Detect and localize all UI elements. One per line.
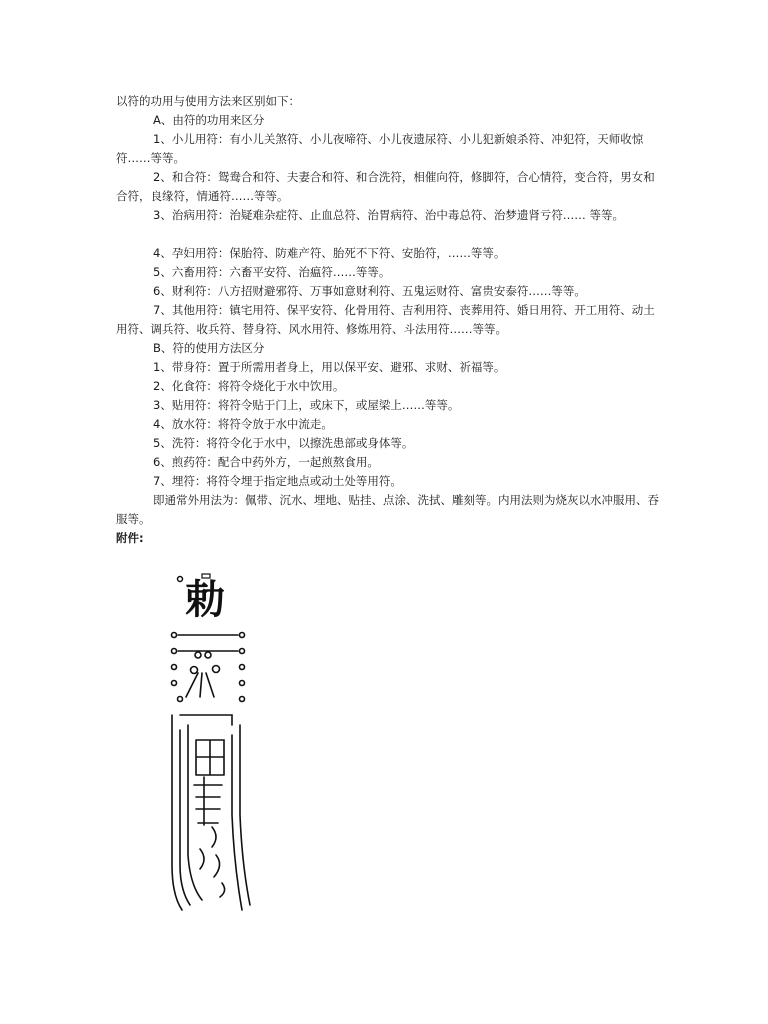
talisman-image	[150, 565, 260, 920]
section-b-item-1: 1、带身符：置于所需用者身上，用以保平安、避邪、求财、祈福等。	[153, 360, 506, 374]
section-a-heading: A、由符的功用来区分	[153, 113, 265, 127]
section-b-item-4: 4、放水符：将符令放于水中流走。	[153, 417, 333, 431]
section-a-item-1: 1、小儿用符：有小儿关煞符、小儿夜啼符、小儿夜遗尿符、小儿犯新娘杀符、冲犯符，天师收惊符……等等。	[116, 132, 644, 165]
attachment-label: 附件:	[116, 531, 144, 545]
section-b-item-2: 2、化食符：将符令烧化于水中饮用。	[153, 379, 345, 393]
talisman-head-char: 勅	[185, 576, 225, 623]
section-a-item-6: 6、财利符：八方招财避邪符、万事如意财利符、五鬼运财符、富贵安泰符……等等。	[153, 284, 586, 298]
section-a-item-3: 3、治病用符：治疑难杂症符、止血总符、治胃病符、治中毒总符、治梦遗肾亏符…… 等等。	[153, 208, 624, 222]
section-a-item-2: 2、和合符：鸳鸯合和符、夫妻合和符、和合洗符，相催向符，修脚符，合心情符，变合符，男女和合符，良缘符，情通符……等等。	[116, 170, 655, 203]
section-b-item-3: 3、贴用符：将符令贴于门上，或床下，或屋梁上……等等。	[153, 398, 460, 412]
section-a-item-4: 4、孕妇用符：保胎符、防难产符、胎死不下符、安胎符，……等等。	[153, 246, 506, 260]
section-a-item-5: 5、六畜用符：六畜平安符、治瘟符……等等。	[153, 265, 391, 279]
document-body	[116, 92, 660, 548]
section-b-item-7: 7、埋符：将符令埋于指定地点或动土处等用符。	[153, 474, 402, 488]
intro-line: 以符的功用与使用方法来区别如下：	[116, 94, 300, 108]
section-b-item-5: 5、洗符：将符令化于水中，以擦洗患部或身体等。	[153, 436, 414, 450]
section-b-heading: B、符的使用方法区分	[153, 341, 265, 355]
section-a-item-7: 7、其他用符：镇宅用符、保平安符、化骨用符、吉利用符、丧葬用符、婚日用符、开工用符、动土用符、调兵符、收兵符、替身符、风水用符、修炼用符、斗法用符……等等。	[116, 303, 655, 336]
summary-paragraph: 即通常外用法为：佩带、沉水、埋地、贴挂、点涂、洗拭、雕刻等。内用法则为烧灰以水冲服用、吞服等。	[116, 493, 659, 526]
section-b-item-6: 6、煎药符：配合中药外方，一起煎熬食用。	[153, 455, 379, 469]
blank-line	[116, 225, 660, 244]
